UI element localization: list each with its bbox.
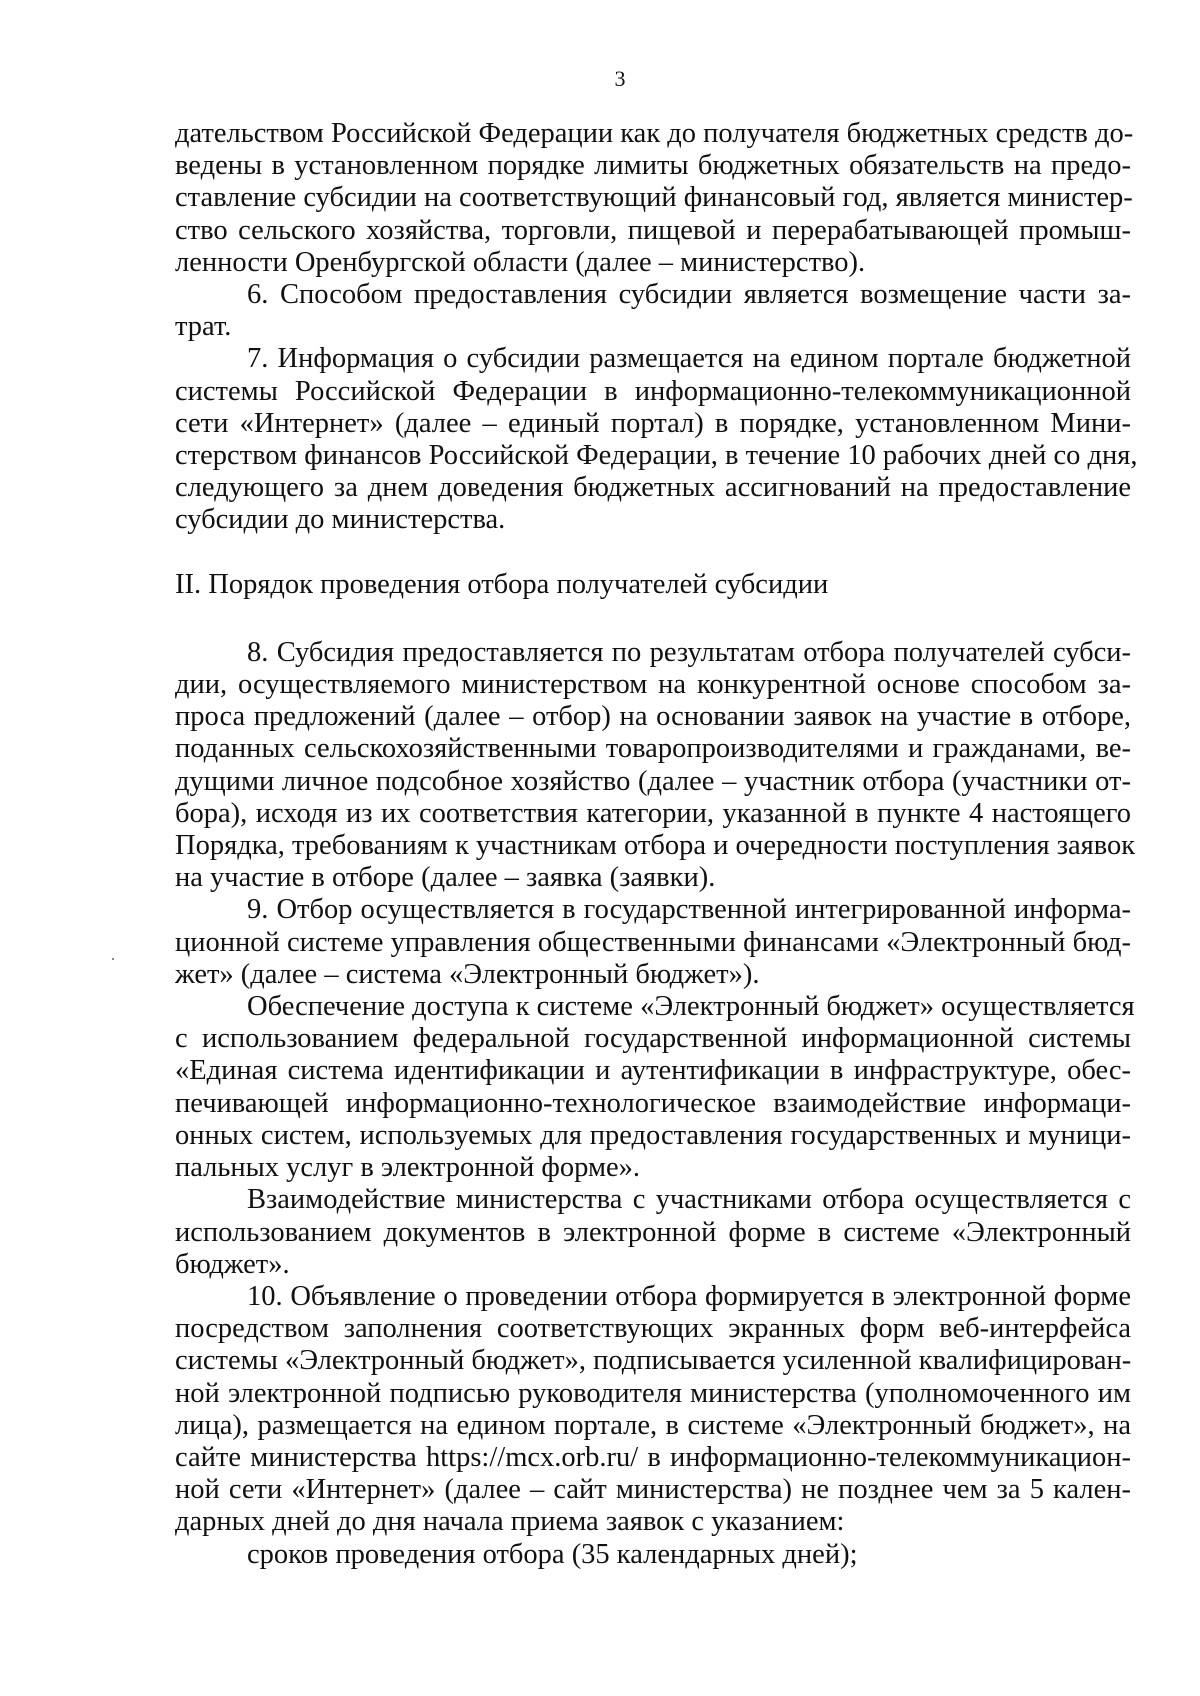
text-line: Порядка, требованиям к участникам отбора и очередности поступления заявок bbox=[175, 830, 1136, 862]
text-line: бюджет». bbox=[175, 1248, 290, 1280]
text-line: дарных дней до дня начала приема заявок с указанием: bbox=[175, 1506, 845, 1538]
text-line: ной сети «Интернет» (далее – сайт министерства) не позднее чем за 5 кален- bbox=[175, 1474, 1131, 1506]
text-line: сроков проведения отбора (35 календарных дней); bbox=[247, 1538, 858, 1570]
text-line: следующего за днем доведения бюджетных ассигнований на предоставление bbox=[175, 472, 1131, 504]
text-line: бора), исходя из их соответствия категории, указанной в пункте 4 настоящего bbox=[175, 797, 1131, 829]
text-line: с использованием федеральной государственной информационной системы bbox=[175, 1023, 1131, 1055]
text-line: дущими личное подсобное хозяйство (далее – участник отбора (участники от- bbox=[175, 765, 1131, 797]
text-line: дательством Российской Федерации как до получателя бюджетных средств до- bbox=[175, 118, 1134, 149]
paragraph bbox=[175, 118, 1134, 279]
text-line: субсидии до министерства. bbox=[175, 504, 506, 536]
text-line: 7. Информация о субсидии размещается на едином портале бюджетной bbox=[247, 343, 1131, 375]
paragraph bbox=[175, 636, 1136, 895]
text-line: жет» (далее – система «Электронный бюджет»). bbox=[175, 958, 760, 990]
text-line: ленности Оренбургской области (далее – министерство). bbox=[175, 246, 866, 278]
text-line: пальных услуг в электронной форме». bbox=[175, 1152, 641, 1184]
document-body bbox=[175, 118, 1138, 1571]
text-line: 10. Объявление о проведении отбора формируется в электронной форме bbox=[247, 1280, 1131, 1312]
scan-speck bbox=[112, 958, 114, 960]
paragraph bbox=[175, 991, 1135, 1184]
text-line: системы Российской Федерации в информационно-телекоммуникационной bbox=[175, 375, 1131, 407]
text-line: 6. Способом предоставления субсидии является возмещение части за- bbox=[247, 279, 1131, 311]
text-line: печивающей информационно-технологическое взаимодействие информаци- bbox=[175, 1087, 1131, 1119]
text-line: сайте министерства https://mcx.orb.ru/ в информационно-телекоммуникацион- bbox=[175, 1441, 1131, 1473]
paragraph bbox=[175, 1184, 1131, 1281]
text-line: «Единая система идентификации и аутентификации в инфраструктуре, обес- bbox=[175, 1055, 1131, 1087]
text-line: сети «Интернет» (далее – единый портал) в порядке, установленном Мини- bbox=[175, 407, 1131, 439]
text-line: ведены в установленном порядке лимиты бюджетных обязательств на предо- bbox=[175, 150, 1131, 182]
text-line: проса предложений (далее – отбор) на основании заявок на участие в отборе, bbox=[175, 701, 1131, 733]
text-line: 8. Субсидия предоставляется по результатам отбора получателей субси- bbox=[247, 636, 1131, 668]
text-line: онных систем, используемых для предоставления государственных и муници- bbox=[175, 1119, 1131, 1151]
text-line: на участие в отборе (далее – заявка (заявки). bbox=[175, 862, 716, 894]
paragraphs-before-heading bbox=[175, 118, 1138, 537]
text-line: стерством финансов Российской Федерации, в течение 10 рабочих дней со дня, bbox=[175, 440, 1138, 472]
paragraph bbox=[175, 894, 1131, 991]
text-line: Обеспечение доступа к системе «Электронный бюджет» осуществляется bbox=[247, 991, 1135, 1023]
text-line: ставление субсидии на соответствующий финансовый год, является министер- bbox=[175, 182, 1133, 214]
text-line: 9. Отбор осуществляется в государственной интегрированной информа- bbox=[247, 894, 1131, 926]
text-line: ционной системе управления общественными финансами «Электронный бюд- bbox=[175, 926, 1131, 958]
text-line: ной электронной подписью руководителя министерства (уполномоченного им bbox=[175, 1377, 1131, 1409]
text-line: использованием документов в электронной форме в системе «Электронный bbox=[175, 1216, 1131, 1248]
text-line: лица), размещается на едином портале, в системе «Электронный бюджет», на bbox=[175, 1409, 1131, 1441]
paragraph bbox=[175, 343, 1138, 536]
text-line: поданных сельскохозяйственными товаропроизводителями и гражданами, ве- bbox=[175, 733, 1131, 765]
section-heading: II. Порядок проведения отбора получателей субсидии bbox=[175, 568, 829, 600]
paragraph bbox=[175, 1281, 1131, 1539]
paragraph bbox=[175, 279, 1131, 343]
text-line: посредством заполнения соответствующих экранных форм веб-интерфейса bbox=[175, 1313, 1131, 1345]
text-line: Взаимодействие министерства с участниками отбора осуществляется с bbox=[247, 1184, 1131, 1216]
paragraphs-after-heading bbox=[175, 636, 1136, 1571]
text-line: дии, осуществляемого министерством на конкурентной основе способом за- bbox=[175, 669, 1131, 701]
paragraph bbox=[175, 1539, 1131, 1571]
text-line: трат. bbox=[175, 311, 232, 343]
text-line: системы «Электронный бюджет», подписывается усиленной квалифицирован- bbox=[175, 1345, 1132, 1377]
page-number: 3 bbox=[614, 66, 626, 91]
text-line: ство сельского хозяйства, торговли, пищевой и перерабатывающей промыш- bbox=[175, 214, 1131, 246]
